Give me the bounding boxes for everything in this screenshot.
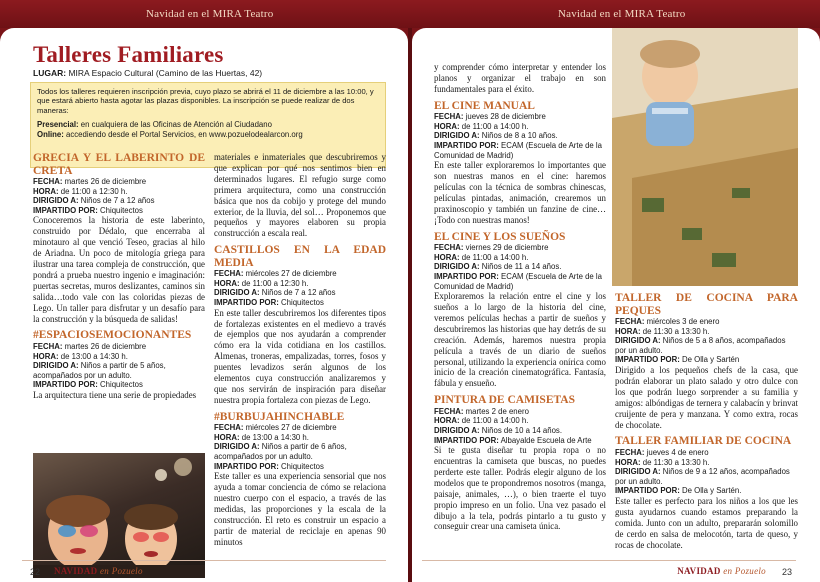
section-title: PINTURA DE CAMISETAS: [434, 394, 576, 407]
left-page: [0, 28, 408, 582]
section-body: Dirigido a los pequeños chefs de la casa, que podrán elaborar un plato salado y otro dulce con los que podrán luego sorprender a su familia y amigos: albóndigas de ternera y calabacín y brinvat cruijente de pera y manzana. Y como extra, rocas de chocolate.: [615, 364, 798, 430]
section-title: EL CINE Y LOS SUEÑOS: [434, 230, 566, 243]
section-meta: FECHA: miércoles 27 de diciembre HORA: de 13:00 a 14:30 h. DIRIGIDO A: Niños a partir de 6 años, acompañados por un adulto. IMPARTIDO POR: Chiquitectos: [214, 423, 347, 471]
registration-intro: Todos los talleres requieren inscripción previa, cuyo plazo se abrirá el 11 de diciembre a las 10:00, y que estará abierto hasta agotar las plazas disponibles. La inscripción se puede realizar de dos maneras:: [37, 87, 374, 115]
registration-presencial: [37, 120, 379, 129]
registration-online: [37, 130, 379, 139]
venue-line: [33, 68, 262, 78]
online-label: Online:: [37, 129, 64, 139]
section-body: En este taller exploraremos lo importantes que son nuestras manos en el cine: haremos películas con la técnica de sombras chinescas, películas pintadas, animación, crearemos un praxinoscopio y también un fanzine de cine… ¡Todo con nuestras manos!: [434, 160, 606, 225]
running-head-left: Navidad en el MIRA Teatro: [146, 8, 274, 20]
online-value: accediendo desde el Portal Servicios, en www.pozuelodealarcon.org: [66, 129, 303, 139]
section-meta: FECHA: miércoles 27 de diciembre HORA: de 11:00 a 12:30 h. DIRIGIDO A: Niños de 7 a 12 años IMPARTIDO POR: Chiquitectos: [214, 269, 337, 308]
page-number-right: 23: [781, 567, 792, 577]
section-title: TALLER FAMILIAR DE COCINA: [615, 435, 792, 448]
venue-label: LUGAR:: [33, 68, 67, 78]
right-column-2: [615, 292, 798, 550]
section-body: Este taller es perfecto para los niños a los que les gusta ayudarnos cuando estamos preparando la comida. Junto con un adulto, prepararán solomillo de cerdo en salsa de melocotón, tarta de queso, y rocas de chocolate.: [615, 495, 798, 550]
section-title: #BURBUJAHINCHABLE: [214, 410, 345, 423]
section-title: GRECIA Y EL LABERINTO DE CRETA: [33, 152, 205, 177]
top-bar: [0, 0, 820, 28]
right-footer: [422, 560, 796, 582]
section-body: En este taller descubriremos los diferentes tipos de fortalezas existentes en el medievo a través de ejemplos que nos ayudarán a comprender cómo era la vida cotidiana en los castillos. Almenas, troneras, empalizadas, torres, fosos y puentes levadizos serán algunos de los elementos cuya construcción analizaremos y que nos servirán de inspiración para diseñar nuestra propia fortaleza con piezas de Lego.: [214, 307, 386, 405]
section-meta: FECHA: jueves 4 de enero HORA: de 11:30 a 13:30 h. DIRIGIDO A: Niños de 9 a 12 años, acompañados por un adulto. IMPARTIDO POR: De Olla y Sartén.: [615, 447, 790, 496]
section-title: #ESPACIOSEMOCIONANTES: [33, 329, 192, 342]
left-column-2: [214, 152, 386, 548]
page-number-left: 22: [30, 567, 41, 577]
footer-brand-left: NAVIDAD en Pozuelo: [54, 566, 143, 576]
section-meta: FECHA: martes 26 de diciembre HORA: de 11:00 a 12:30 h. DIRIGIDO A: Niños de 7 a 12 años IMPARTIDO POR: Chiquitectos: [33, 177, 155, 215]
section-body: Si te gusta diseñar tu propia ropa o no encuentras la camiseta que buscas, no puedes perderte este taller. Podrás elegir alguno de los modelos que te propondremos nosotros (manga, paisaje, animales, …), o bien traerte el tuyo propio impreso en un folio. Una vez pasado el dibujo a la tela, podrás pintarlo a tu gusto y conseguir crear una camiseta única.: [434, 445, 606, 532]
footer-brand-right: NAVIDAD en Pozuelo: [677, 566, 766, 576]
section-meta: FECHA: viernes 29 de diciembre HORA: de 11:00 a 14:00 h. DIRIGIDO A: Niños de 11 a 14 años. IMPARTIDO POR: ECAM (Escuela de Arte de la Comunidad de Madrid): [434, 243, 602, 291]
section-body: materiales e inmateriales que descubriremos y que explican por qué nos sentimos bien en determinados lugares. El refugio surge como primera arquitectura, como una construcción básica que nos da cobijo y protege del mundo exterior, de la lluvia, del sol… Proponemos que pequeños y mayores elaboren su propia construcción a escala real.: [214, 152, 386, 239]
venue-value: MIRA Espacio Cultural (Camino de las Huertas, 42): [68, 68, 263, 78]
running-head-right: Navidad en el MIRA Teatro: [558, 8, 686, 20]
page-title: Talleres Familiares: [33, 42, 224, 67]
section-meta: FECHA: miércoles 3 de enero HORA: de 11:30 a 13:30 h. DIRIGIDO A: Niños de 5 a 8 años, acompañados por un adulto. IMPARTIDO POR: De Olla y Sartén: [615, 317, 786, 365]
section-meta: FECHA: martes 26 de diciembre HORA: de 13:00 a 14:30 h. DIRIGIDO A: Niños a partir de 5 años, acompañados por un adulto. IMPARTIDO POR: Chiquitectos: [33, 341, 166, 390]
presencial-value: en cualquiera de las Oficinas de Atención al Ciudadano: [80, 120, 272, 130]
section-title: EL CINE MANUAL: [434, 99, 535, 112]
right-column-1: [434, 62, 606, 532]
section-title: TALLER DE COCINA PARA PEQUES: [615, 292, 798, 317]
photo-illustration: [612, 28, 798, 286]
presencial-label: Presencial:: [37, 120, 79, 130]
section-meta: FECHA: jueves 28 de diciembre HORA: de 11:00 a 14:00 h. DIRIGIDO A: Niños de 8 a 10 años. IMPARTIDO POR: ECAM (Escuela de Arte de la Comunidad de Madrid): [434, 112, 602, 160]
left-footer: [22, 560, 386, 582]
section-title: CASTILLOS EN LA EDAD MEDIA: [214, 244, 386, 269]
left-column-1: [33, 152, 205, 401]
section-meta: FECHA: martes 2 de enero HORA: de 11:00 a 14:00 h. DIRIGIDO A: Niños de 10 a 14 años. IMPARTIDO POR: Albayalde Escuela de Arte: [434, 406, 592, 445]
section-body: La arquitectura tiene una serie de propiedades: [33, 389, 197, 400]
section-body: Este taller es una experiencia sensorial que nos ayuda a tomar conciencia de cómo se relaciona nuestro cuerpo con el espacio, a través de las medidas, las proporciones y la escala de la construcción. El reto es construir un espacio a partir de material de reciclaje en apenas 90 minutos: [214, 471, 386, 547]
section-body: y comprender cómo interpretar y entender los planos y organizar el trabajo en son fundamentales para el éxito.: [434, 62, 606, 94]
photo-child-cardboard-box: [612, 28, 798, 286]
section-body: Exploraremos la relación entre el cine y los sueños a lo largo de la historia del cine, veremos películas hechas a partir de sueños y descubriremos las historias que hay detrás de su creación. Además, haremos nuestra propia película a través de un diario de sueños personal, utilizando la experiencia onírica como inicio de la creación cinematográfica. Fantasía, fábula y ensueño.: [434, 291, 606, 389]
section-body: Conoceremos la historia de este laberinto, construido por Dédalo, que encerraba al minotauro al que venció Teseo, gracias al hilo de Ariadna. Un poco de mitología griega para ilustrar una tarea compleja de construcción, que pondrá a prueba nuestro ingenio e imaginación: puertas secretas, muros deslizantes, caminos sin salida…todo vale con las coloridas piezas de Lego. Un taller para disfrutar y un desafío para la construcción y la búsqueda de salidas!: [33, 215, 205, 324]
